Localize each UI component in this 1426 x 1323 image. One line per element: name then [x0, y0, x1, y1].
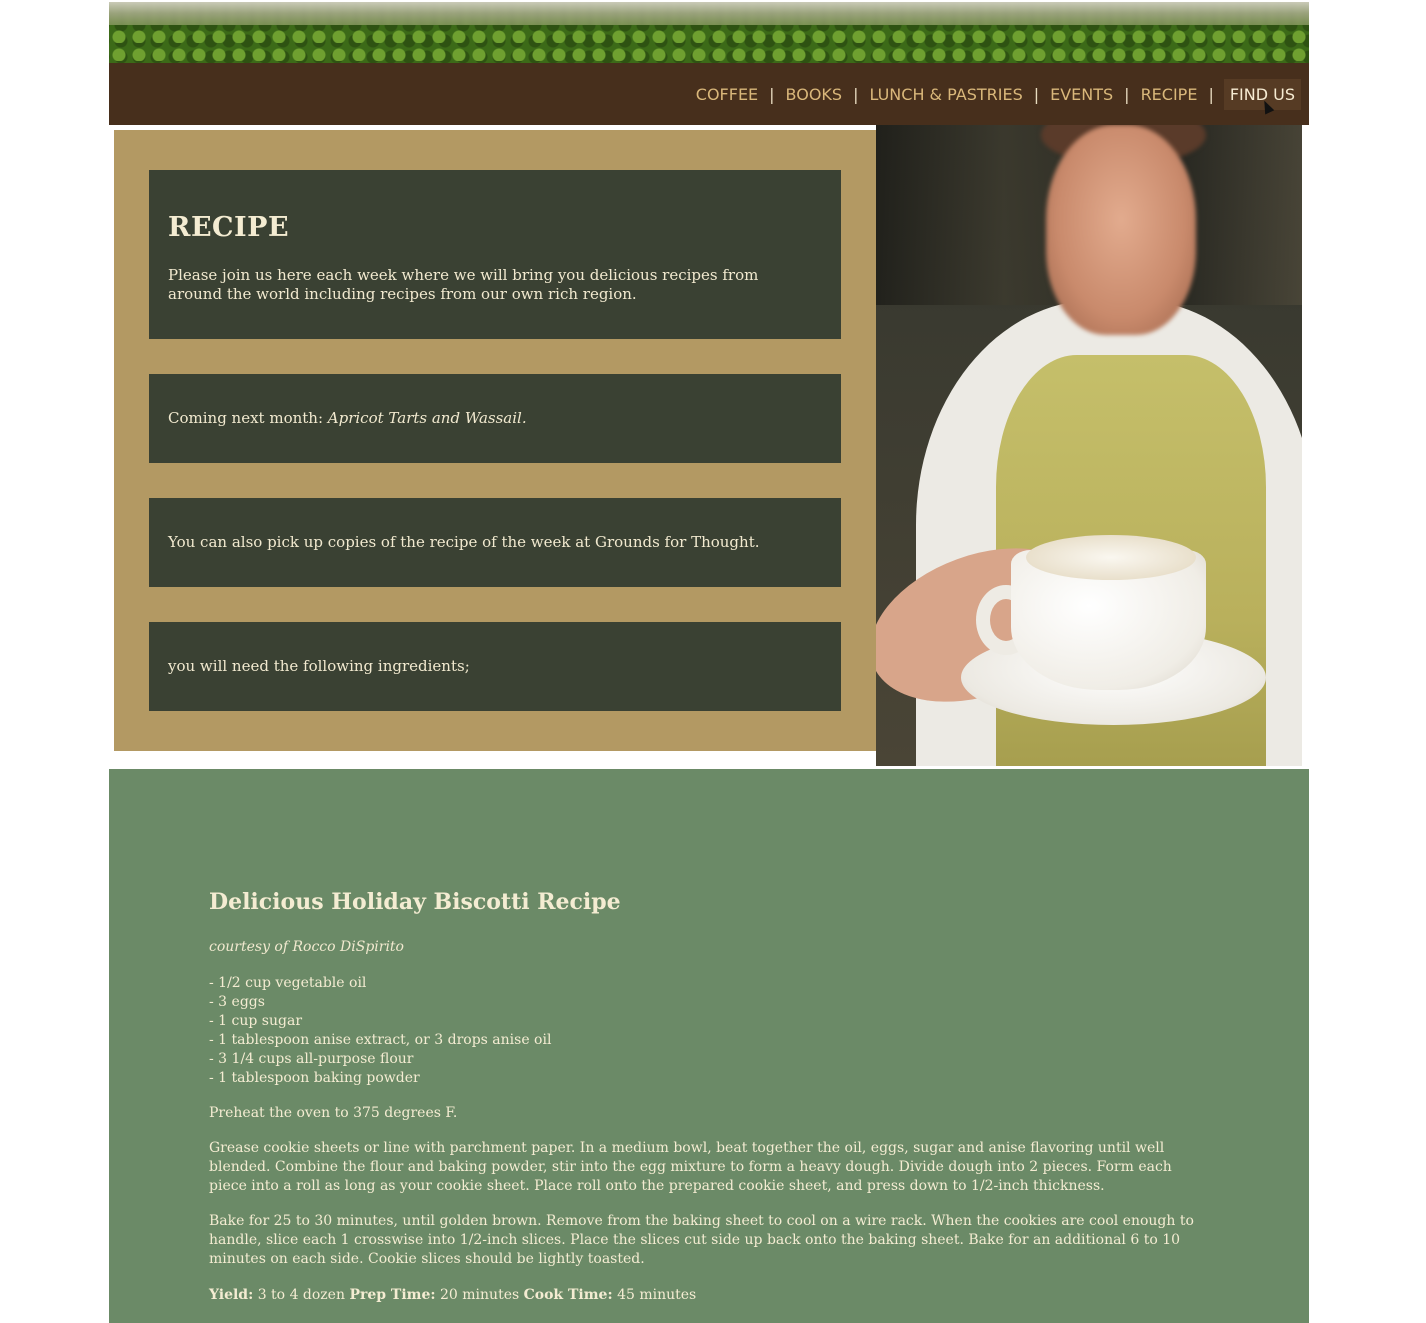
barista-coffee-photo	[876, 125, 1302, 766]
nav-item-events[interactable]: EVENTS	[1050, 85, 1114, 104]
cook-time-label: Cook Time:	[523, 1287, 613, 1303]
list-item: - 1/2 cup vegetable oil	[209, 975, 367, 991]
nav-separator: |	[853, 85, 859, 104]
list-item: - 3 1/4 cups all-purpose flour	[209, 1051, 414, 1067]
banner-coffee-bushes	[109, 25, 1309, 63]
list-item: - 1 tablespoon baking powder	[209, 1070, 420, 1086]
nav-item-books[interactable]: BOOKS	[785, 85, 843, 104]
recipe-section	[109, 769, 1309, 1323]
prep-time-value: 20 minutes	[435, 1287, 524, 1303]
list-item: - 1 tablespoon anise extract, or 3 drops anise oil	[209, 1032, 552, 1048]
recipe-stats	[209, 1286, 696, 1305]
coming-next-prefix: Coming next month:	[168, 409, 328, 427]
pickup-card	[149, 498, 841, 587]
nav-separator: |	[1208, 85, 1214, 104]
coming-next-item: Apricot Tarts and Wassail.	[327, 409, 527, 427]
page-title: RECIPE	[168, 212, 290, 243]
recipe-credit: courtesy of Rocco DiSpirito	[209, 939, 404, 955]
cook-time-value: 45 minutes	[612, 1287, 697, 1303]
nav-item-lunch-pastries[interactable]: LUNCH & PASTRIES	[869, 85, 1023, 104]
nav-item-coffee[interactable]: COFFEE	[695, 85, 759, 104]
coming-next-text	[168, 409, 527, 428]
ingredients-note-card	[149, 622, 841, 711]
yield-label: Yield:	[209, 1287, 254, 1303]
nav-separator: |	[1033, 85, 1040, 104]
nav-item-find-us[interactable]: FIND US	[1224, 79, 1301, 110]
recipe-step-preheat: Preheat the oven to 375 degrees F.	[209, 1105, 458, 1121]
recipe-step-bake: Bake for 25 to 30 minutes, until golden brown. Remove from the baking sheet to cool on a wire rack. When the cookies are cool enough to handle, slice each 1 crosswise into 1/2-inch slices. Place the slices cut side up back onto the baking sheet. Bake for an additional 6 to 10 minutes on each side. Cookie slices should be lightly toasted.	[209, 1213, 1194, 1267]
header-banner-image	[109, 2, 1309, 63]
intro-card	[149, 170, 841, 339]
intro-text: Please join us here each week where we will bring you delicious recipes from around the world including recipes from our own rich region.	[168, 266, 759, 303]
main-nav	[695, 79, 1294, 110]
nav-separator: |	[1124, 85, 1130, 104]
nav-item-recipe[interactable]: RECIPE	[1140, 85, 1198, 104]
recipe-step-dough: Grease cookie sheets or line with parchment paper. In a medium bowl, beat together the oil, eggs, sugar and anise flavoring until well blended. Combine the flour and baking powder, stir into the egg mixture to form a heavy dough. Divide dough into 2 pieces. Form each piece into a roll as long as your cookie sheet. Place roll onto the prepared cookie sheet, and press down to 1/2-inch thickness.	[209, 1140, 1172, 1194]
nav-bar	[109, 63, 1309, 125]
prep-time-label: Prep Time:	[349, 1287, 436, 1303]
yield-value: 3 to 4 dozen	[253, 1287, 350, 1303]
ingredients-list	[209, 974, 551, 1088]
coming-next-card	[149, 374, 841, 463]
pickup-text: You can also pick up copies of the recipe of the week at Grounds for Thought.	[168, 533, 760, 551]
recipe-title: Delicious Holiday Biscotti Recipe	[209, 889, 621, 915]
list-item: - 1 cup sugar	[209, 1013, 303, 1029]
ingredients-note-text: you will need the following ingredients;	[168, 657, 470, 675]
intro-panel	[114, 130, 876, 751]
nav-separator: |	[769, 85, 775, 104]
list-item: - 3 eggs	[209, 994, 265, 1010]
